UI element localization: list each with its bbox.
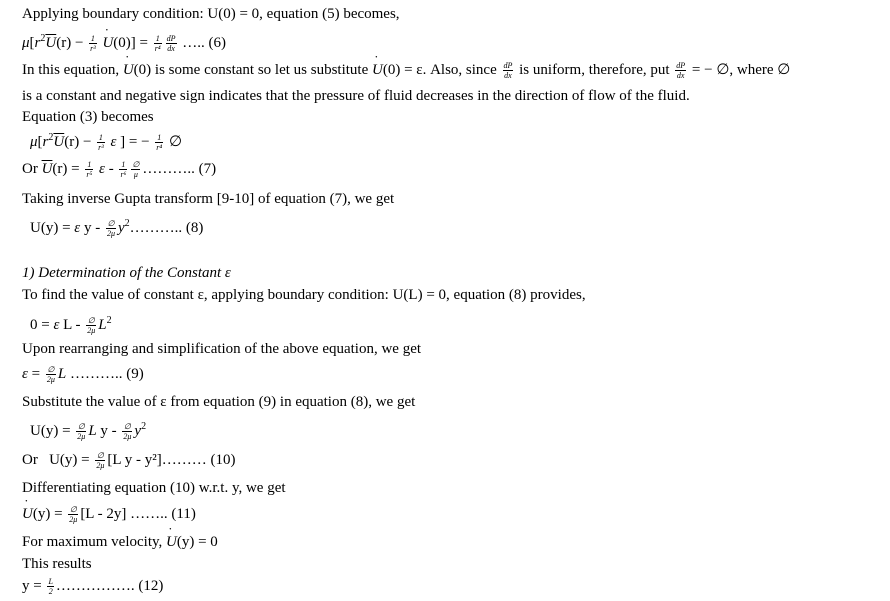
text-line-19: For maximum velocity, U ˙(y) = 0 bbox=[22, 533, 218, 551]
equation-9-number: ……….. (9) bbox=[70, 366, 144, 382]
text-line-5: Equation (3) becomes bbox=[22, 109, 154, 125]
text-line-17: Differentiating equation (10) w.r.t. y, we get bbox=[22, 480, 286, 496]
section-heading: 1) Determination of the Constant ε bbox=[22, 265, 231, 281]
equation-10: Or U(y) = $\frac{\emptyset}{2\mu}$ [L y - y²]……… (10) bbox=[22, 451, 236, 471]
text-line-19b: (y) = 0 bbox=[176, 534, 218, 550]
equation-12: y = $\frac{L}{2}$ ……………. (12) bbox=[22, 577, 164, 597]
text-line-19a: For maximum velocity, bbox=[22, 534, 163, 550]
equation-boundary: 0 = ε L - $\frac{\emptyset}{2\mu}$ $L^2$ bbox=[30, 315, 112, 336]
text-line-3a: In this equation, bbox=[22, 62, 120, 78]
equation-11: U ˙(y) = $\frac{\emptyset}{2\mu}$ [L - 2y] …….. (11) bbox=[22, 505, 196, 524]
text-line-10: To find the value of constant ε, applying boundary condition: U(L) = 0, equation (8) provides, bbox=[22, 287, 586, 303]
text-line-1: Applying boundary condition: U(0) = 0, equation (5) becomes, bbox=[22, 6, 400, 22]
equation-substituted: U(y) = $\frac{\emptyset}{2\mu}$ L y - $\frac{\emptyset}{2\mu}$ $y^2$ bbox=[30, 421, 147, 442]
equation-8-number: ……….. (8) bbox=[129, 220, 204, 236]
equation-7: Or $\overline{U}(r)$ = $\frac{1}{\text{r⁵}}$ ε - $\frac{1}{\text{r⁶}}$ $\frac{\emptyset}{\mu}$ ……….. (7) bbox=[22, 160, 217, 180]
equation-11-body: [L - 2y] …….. (11) bbox=[80, 506, 196, 522]
text-line-3: In this equation, U ˙(0) is some constant so let us substitute U ˙(0) = ε. Also, since $\frac{dP}{dx}$ is uniform, therefore, put $\frac{dP}{dx}$ = − ∅, where ∅ bbox=[22, 61, 790, 80]
text-line-20: This results bbox=[22, 556, 92, 572]
text-line-8: Taking inverse Gupta transform [9-10] of equation (7), we get bbox=[22, 191, 395, 207]
text-line-4: is a constant and negative sign indicates that the pressure of fluid decreases in the direction of flow of the fluid. bbox=[22, 88, 690, 104]
text-line-12: Upon rearranging and simplification of the above equation, we get bbox=[22, 341, 422, 357]
text-line-14: Substitute the value of ε from equation (9) in equation (8), we get bbox=[22, 394, 416, 410]
equation-9: ε = $\frac{\emptyset}{2\mu}$ L ……….. (9) bbox=[22, 365, 144, 385]
text-line-3b: (0) is some constant so let us substitute bbox=[133, 62, 369, 78]
equation-6: $\mu[r^2\overline{U}(r)$ − $\frac{1}{\text{r³}}$ U ˙(0)] = $\frac{1}{\text{r⁴}}$ $\frac{dP}{dx}$ ….. (6) bbox=[22, 30, 226, 53]
text-line-3c: (0) = ε. Also, since bbox=[382, 62, 497, 78]
equation-7-number: ……….. (7) bbox=[142, 161, 217, 177]
equation-8: U(y) = ε y - $\frac{\emptyset}{2\mu}$ $y^2\dots\dots\dots$.. (8) bbox=[30, 218, 204, 239]
text-line-3d: is uniform, therefore, put bbox=[519, 62, 670, 78]
equation-10-body: [L y - y²]……… (10) bbox=[107, 452, 236, 468]
equation-12-number: ……………. (12) bbox=[55, 578, 164, 594]
equation-3-reduced: $\mu[r^2\overline{U}(r)$ − $\frac{1}{\text{r³}}$ ε ] = − $\frac{1}{\text{r⁴}}$ ∅ bbox=[30, 132, 183, 153]
equation-6-number: ….. (6) bbox=[182, 35, 227, 51]
text-line-3e: = − ∅, where ∅ bbox=[691, 62, 791, 78]
